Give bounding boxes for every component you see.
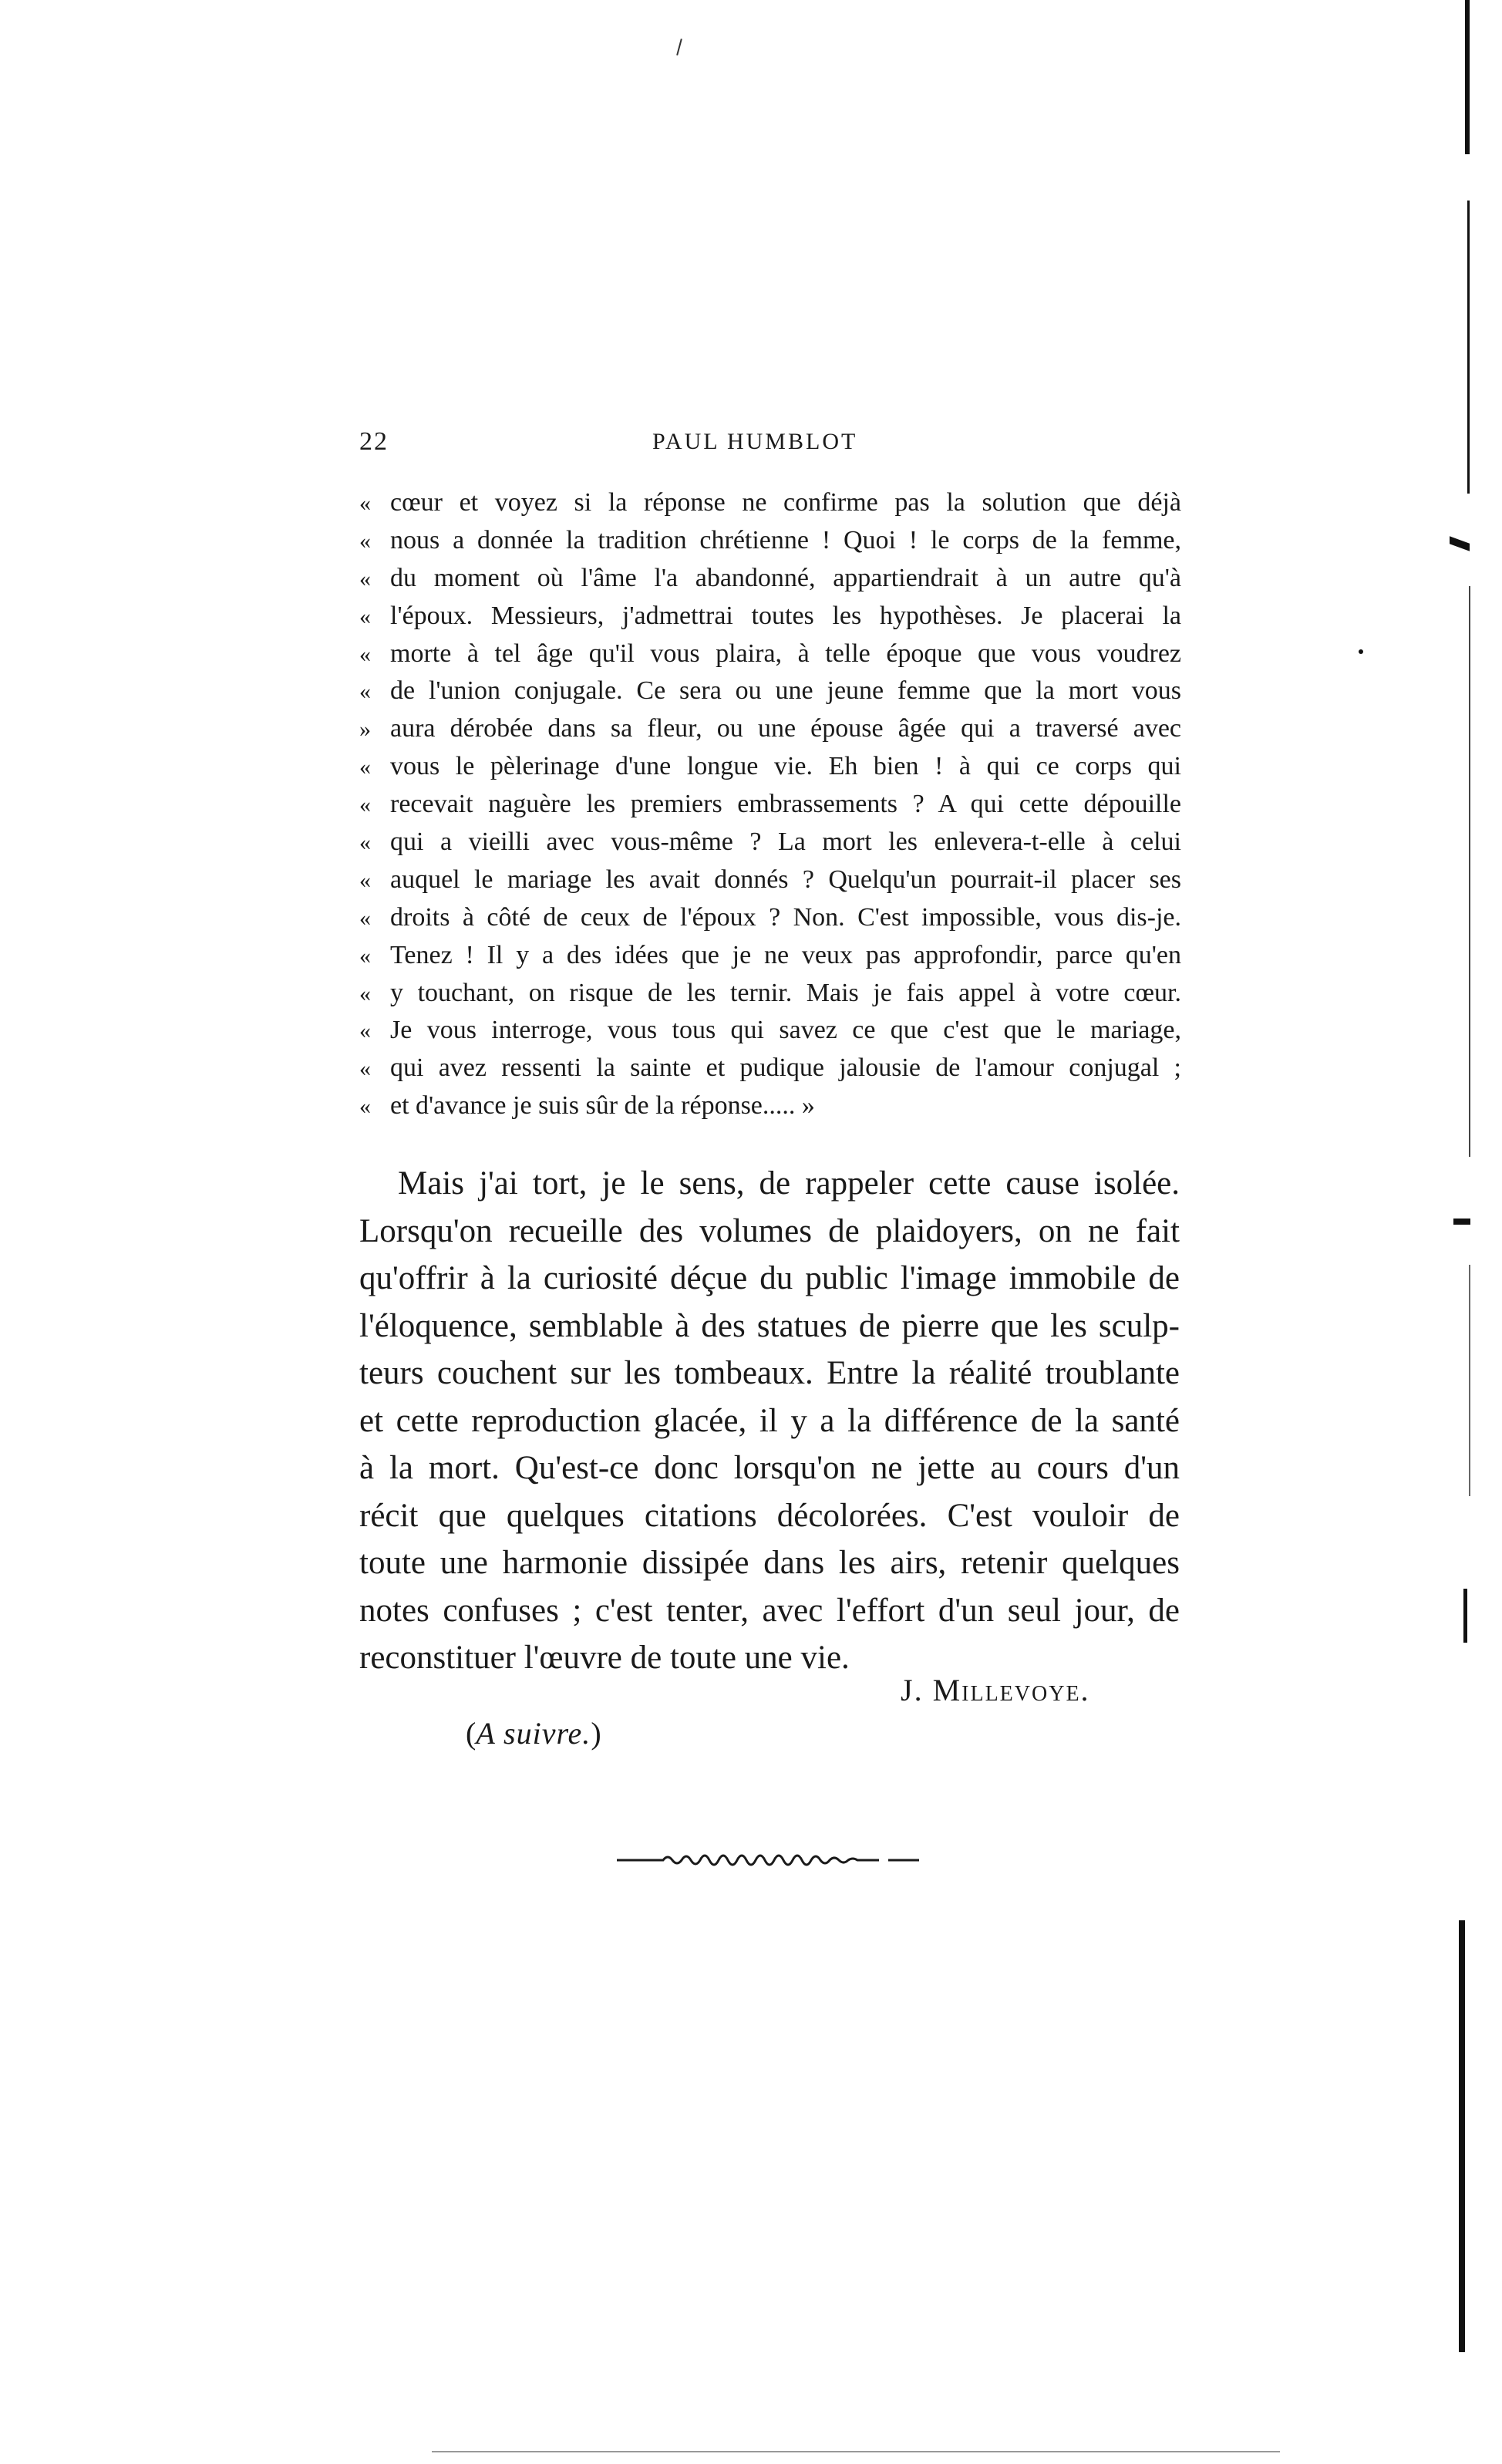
scan-edge-mark (1463, 1589, 1467, 1643)
quote-text: de l'union conjugale. Ce sera ou une jeune femme que la mort vous (390, 676, 1181, 706)
quote-line (359, 1087, 1181, 1125)
scan-bottom-line (432, 2451, 1280, 2452)
quote-line (359, 635, 1181, 673)
scan-edge-mark (676, 39, 682, 56)
quote-line (359, 484, 1181, 522)
quote-text: cœur et voyez si la réponse ne confirme pas la solution que déjà (390, 488, 1181, 517)
quote-mark: « (359, 980, 371, 1006)
quote-text: nous a donnée la tradition chrétienne ! Quoi ! le corps de la femme, (390, 525, 1181, 554)
quote-line (359, 522, 1181, 560)
quote-line (359, 1050, 1181, 1087)
page-header (359, 423, 1147, 469)
scan-edge-mark (1467, 201, 1470, 494)
quote-line (359, 560, 1181, 598)
quote-text: y touchant, on risque de les ternir. Mais je fais appel à votre cœur. (390, 978, 1181, 1007)
quote-mark: « (359, 830, 371, 856)
quote-line (359, 786, 1181, 824)
quote-line (359, 710, 1181, 748)
paragraph-line: l'éloquence, semblable à des statues de pierre que les sculp- (359, 1307, 1180, 1344)
paragraph-line: Mais j'ai tort, je le sens, de rappeler cette cause isolée. (398, 1165, 1180, 1202)
running-head: PAUL HUMBLOT (652, 429, 858, 454)
quote-mark: « (359, 528, 371, 554)
quote-mark: « (359, 1094, 371, 1120)
quote-text: qui a vieilli avec vous-même ? La mort les enlevera-t-elle à celui (390, 828, 1181, 857)
quote-text: auquel le mariage les avait donnés ? Quelqu'un pourrait-il placer ses (390, 865, 1181, 894)
quote-mark: » (359, 716, 371, 743)
quote-mark: « (359, 905, 371, 931)
continued-close-paren: ) (591, 1716, 601, 1751)
quote-text: vous le pèlerinage d'une longue vie. Eh bien ! à qui ce corps qui (390, 752, 1181, 781)
quote-mark: « (359, 1056, 371, 1082)
scan-edge-mark (1459, 1920, 1465, 2352)
quoted-plea (359, 484, 1181, 1125)
scan-edge-mark (1450, 536, 1470, 551)
to-be-continued (466, 1715, 601, 1751)
paragraph-line: récit que quelques citations décolorées. C'est vouloir de (359, 1497, 1180, 1534)
quote-text: Tenez ! Il y a des idées que je ne veux pas approfondir, parce qu'en (390, 940, 1181, 969)
quote-mark: « (359, 1018, 371, 1044)
quote-mark: « (359, 490, 371, 516)
continued-text: A suivre. (476, 1716, 591, 1751)
scan-edge-mark (1469, 1265, 1470, 1496)
quote-text: Je vous interroge, vous tous qui savez ce que c'est que le mariage, (390, 1016, 1181, 1045)
quote-mark: « (359, 679, 371, 705)
quote-text: morte à tel âge qu'il vous plaira, à telle époque que vous voudrez (390, 639, 1181, 668)
quote-mark: « (359, 641, 371, 667)
wavy-rule-ornament (617, 1843, 925, 1874)
paragraph-line: qu'offrir à la curiosité déçue du public l'image immobile de (359, 1260, 1180, 1296)
quote-mark: « (359, 603, 371, 629)
signature-name: Millevoye. (932, 1673, 1090, 1707)
signature-initial: J. (901, 1673, 924, 1707)
quote-line (359, 598, 1181, 635)
quote-text: recevait naguère les premiers embrassements ? A qui cette dépouille (390, 790, 1181, 819)
quote-mark: « (359, 942, 371, 969)
paragraph-line: à la mort. Qu'est-ce donc lorsqu'on ne jette au cours d'un (359, 1450, 1180, 1486)
quote-line (359, 975, 1181, 1013)
paragraph-line: Lorsqu'on recueille des volumes de plaidoyers, on ne fait (359, 1212, 1180, 1249)
quote-text: du moment où l'âme l'a abandonné, appartiendrait à un autre qu'à (390, 563, 1181, 592)
paragraph-line: toute une harmonie dissipée dans les airs, retenir quelques (359, 1545, 1180, 1581)
quote-text: et d'avance je suis sûr de la réponse..... » (390, 1091, 815, 1121)
quote-line (359, 899, 1181, 937)
continued-open-paren: ( (466, 1716, 477, 1751)
paragraph-line: reconstituer l'œuvre de toute une vie. (359, 1640, 850, 1676)
quote-text: qui avez ressenti la sainte et pudique jalousie de l'amour conjugal ; (390, 1053, 1181, 1083)
quote-line (359, 672, 1181, 710)
quote-text: droits à côté de ceux de l'époux ? Non. C'est impossible, vous dis-je. (390, 902, 1181, 932)
scan-edge-mark (1469, 586, 1470, 1157)
quote-line (359, 1012, 1181, 1050)
scan-edge-mark (1359, 649, 1363, 654)
quote-mark: « (359, 867, 371, 893)
author-signature (901, 1672, 1090, 1708)
quote-text: l'époux. Messieurs, j'admettrai toutes les hypothèses. Je placerai la (390, 601, 1181, 630)
quote-mark: « (359, 565, 371, 592)
page-number: 22 (359, 427, 389, 456)
quote-mark: « (359, 754, 371, 780)
paragraph-line: notes confuses ; c'est tenter, avec l'effort d'un seul jour, de (359, 1592, 1180, 1629)
quote-line (359, 861, 1181, 899)
scan-edge-mark (1453, 1219, 1470, 1225)
quote-line (359, 748, 1181, 786)
quote-line (359, 824, 1181, 861)
quote-line (359, 937, 1181, 975)
body-paragraph (359, 1160, 1180, 1682)
scan-edge-mark (1465, 0, 1470, 154)
paragraph-line: teurs couchent sur les tombeaux. Entre la réalité troublante (359, 1355, 1180, 1391)
quote-text: aura dérobée dans sa fleur, ou une épouse âgée qui a traversé avec (390, 714, 1181, 743)
quote-mark: « (359, 792, 371, 818)
paragraph-line: et cette reproduction glacée, il y a la différence de la santé (359, 1402, 1180, 1439)
